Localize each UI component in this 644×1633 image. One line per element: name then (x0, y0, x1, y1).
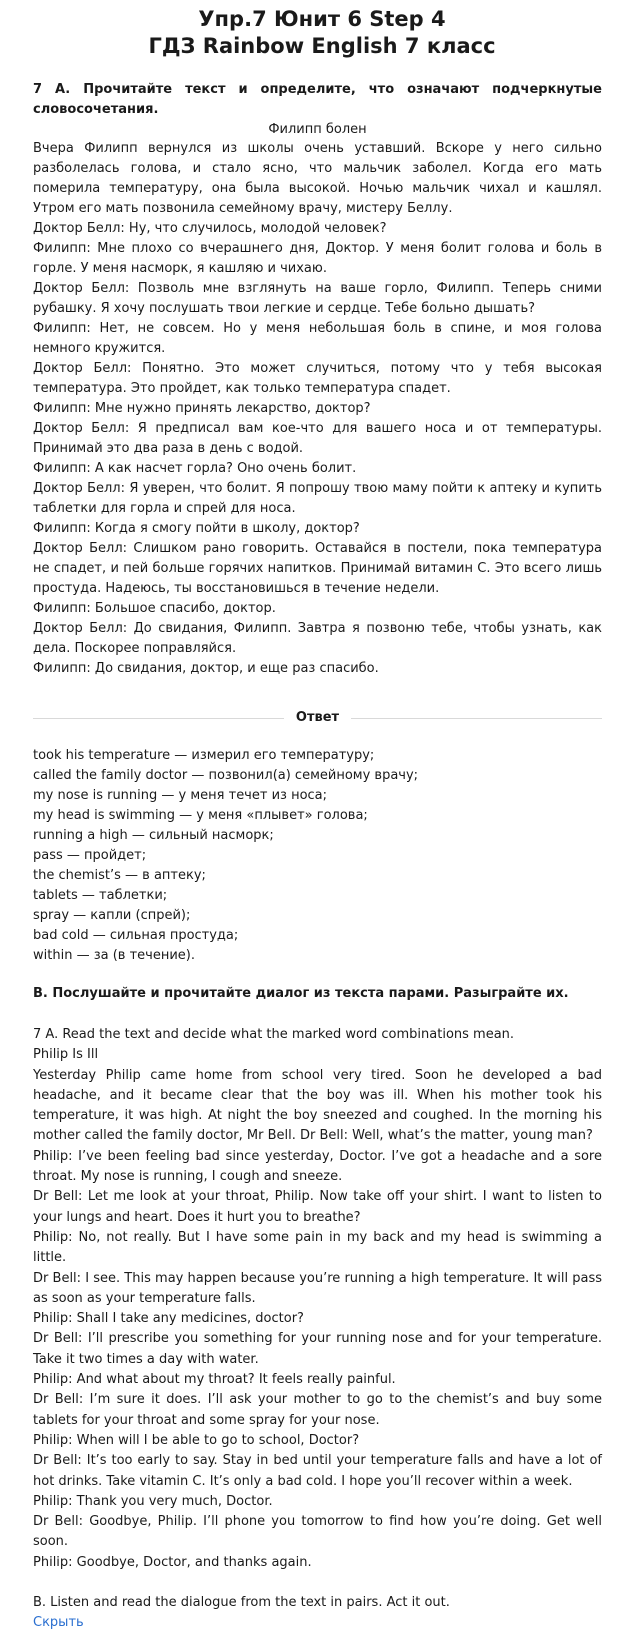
english-text (33, 1025, 644, 1573)
page-content (33, 0, 644, 1633)
answer-item: my head is swimming — у меня «плывет» голова; (33, 808, 368, 823)
story-paragraph: Доктор Белл: Позволь мне взглянуть на ваше горло, Филипп. Теперь сними рубашку. Я хочу послушать твои легкие и сердце. Тебе больно дышать? (33, 281, 602, 316)
english-paragraph: Philip: No, not really. But I have some pain in my back and my head is swimming a little. (33, 1229, 602, 1266)
story-paragraph: Доктор Белл: Понятно. Это может случиться, потому что у тебя высокая температура. Это пройдет, как только температура спадет. (33, 361, 602, 396)
page-title-line1: Упр.7 Юнит 6 Step 4 (198, 7, 446, 31)
english-paragraph: Dr Bell: It’s too early to say. Stay in bed until your temperature falls and have a lot of hot drinks. Take vitamin C. It’s only a bad cold. I hope you’ll recover within a week. (33, 1453, 602, 1489)
story-paragraph: Филипп: А как насчет горла? Оно очень болит. (33, 461, 357, 476)
english-paragraph: Philip: I’ve been feeling bad since yesterday, Doctor. I’ve got a headache and a sore throat. My nose is running, I cough and sneeze. (33, 1148, 602, 1185)
english-paragraph: Philip: Thank you very much, Doctor. (33, 1493, 273, 1509)
answer-label: Ответ (295, 710, 340, 725)
answer-divider (33, 708, 602, 728)
english-paragraph: Philip Is Ill (33, 1047, 99, 1063)
english-paragraph: Philip: When will I be able to go to school, Doctor? (33, 1432, 360, 1448)
divider-line-left (33, 718, 284, 719)
story-paragraph: Доктор Белл: Слишком рано говорить. Оставайся в постели, пока температура не спадет, и пей больше горячих напитков. Принимай витамин С. Это всего лишь простуда. Надеюсь, ты восстановишься в течение недели. (33, 541, 602, 596)
answer-item: took his temperature — измерил его температуру; (33, 748, 375, 763)
english-paragraph: Philip: And what about my throat? It feels really painful. (33, 1372, 396, 1388)
answer-item: running a high — сильный насморк; (33, 828, 274, 843)
story-paragraph: Вчера Филипп вернулся из школы очень уставший. Вскоре у него сильно разболелась голова, и стало ясно, что мальчик заболел. Когда его мать померила температуру, она была высокой. Ночью мальчик чихал и кашлял. Утром его мать позвонила семейному врачу, мистеру Беллу. (33, 141, 602, 216)
story-paragraph: Филипп: До свидания, доктор, и еще раз спасибо. (33, 661, 379, 676)
story-paragraph: Филипп: Нет, не совсем. Но у меня небольшая боль в спине, и моя голова немного кружится. (33, 321, 602, 356)
answer-item: pass — пройдет; (33, 848, 147, 863)
english-paragraph: Dr Bell: Goodbye, Philip. I’ll phone you tomorrow to find how you’re doing. Get well soon. (33, 1514, 602, 1550)
hide-link[interactable]: Скрыть (33, 1615, 84, 1631)
story-paragraph: Филипп: Большое спасибо, доктор. (33, 601, 276, 616)
story-paragraph: Филипп: Мне нужно принять лекарство, доктор? (33, 401, 371, 416)
story-paragraph: Доктор Белл: До свидания, Филипп. Завтра я позвоню тебе, чтобы узнать, как дела. Поскорее поправляйся. (33, 621, 602, 656)
page-title-line2: ГДЗ Rainbow English 7 класс (148, 34, 496, 58)
english-paragraph: 7 A. Read the text and decide what the marked word combinations mean. (33, 1027, 515, 1042)
story-paragraph: Филипп: Когда я смогу пойти в школу, доктор? (33, 521, 360, 536)
answer-item: spray — капли (спрей); (33, 908, 191, 923)
answer-item: tablets — таблетки; (33, 888, 168, 903)
task-a-heading: 7 A. Прочитайте текст и определите, что означают подчеркнутые словосочетания. (33, 82, 602, 117)
english-paragraph: Philip: Goodbye, Doctor, and thanks again. (33, 1554, 312, 1570)
answer-item: bad cold — сильная простуда; (33, 928, 239, 943)
story-paragraph: Доктор Белл: Ну, что случилось, молодой человек? (33, 221, 387, 236)
answer-item: within — за (в течение). (33, 948, 195, 963)
english-task-b: B. Listen and read the dialogue from the text in pairs. Act it out. (33, 1595, 450, 1611)
answer-item: called the family doctor — позвонил(а) семейному врачу; (33, 768, 419, 783)
russian-story (33, 120, 644, 679)
story-paragraph: Филипп: Мне плохо со вчерашнего дня, Доктор. У меня болит голова и боль в горле. У меня насморк, я кашляю и чихаю. (33, 241, 602, 276)
story-paragraph: Доктор Белл: Я уверен, что болит. Я попрошу твою маму пойти к аптеку и купить таблетки для горла и спрей для носа. (33, 481, 602, 516)
page-title (0, 6, 644, 60)
answer-list (33, 746, 644, 966)
english-paragraph: Dr Bell: I see. This may happen because you’re running a high temperature. It will pass as soon as your temperature falls. (33, 1270, 602, 1306)
english-paragraph: Dr Bell: Let me look at your throat, Philip. Now take off your shirt. I want to listen to your lungs and heart. Does it hurt you to breathe? (33, 1189, 602, 1225)
story-title: Филипп болен (268, 122, 367, 137)
story-paragraph: Доктор Белл: Я предписал вам кое-что для вашего носа и от температуры. Принимай это два раза в день с водой. (33, 421, 602, 456)
english-paragraph: Dr Bell: I’m sure it does. I’ll ask your mother to go to the chemist’s and buy some tablets for your throat and some spray for your nose. (33, 1392, 602, 1428)
english-paragraph: Philip: Shall I take any medicines, doctor? (33, 1311, 304, 1327)
task-b-heading: B. Послушайте и прочитайте диалог из текста парами. Разыграйте их. (33, 986, 569, 1001)
answer-item: my nose is running — у меня течет из носа; (33, 788, 328, 803)
english-paragraph: Yesterday Philip came home from school very tired. Soon he developed a bad headache, and it became clear that the boy was ill. When his mother took his temperature, it was high. At night the boy sneezed and coughed. In the morning his mother called the family doctor, Mr Bell. Dr Bell: Well, what’s the matter, young man? (33, 1067, 602, 1144)
english-paragraph: Dr Bell: I’ll prescribe you something for your running nose and for your temperature. Take it two times a day with water. (33, 1331, 602, 1367)
answer-item: the chemist’s — в аптеку; (33, 868, 206, 883)
divider-line-right (351, 718, 602, 719)
